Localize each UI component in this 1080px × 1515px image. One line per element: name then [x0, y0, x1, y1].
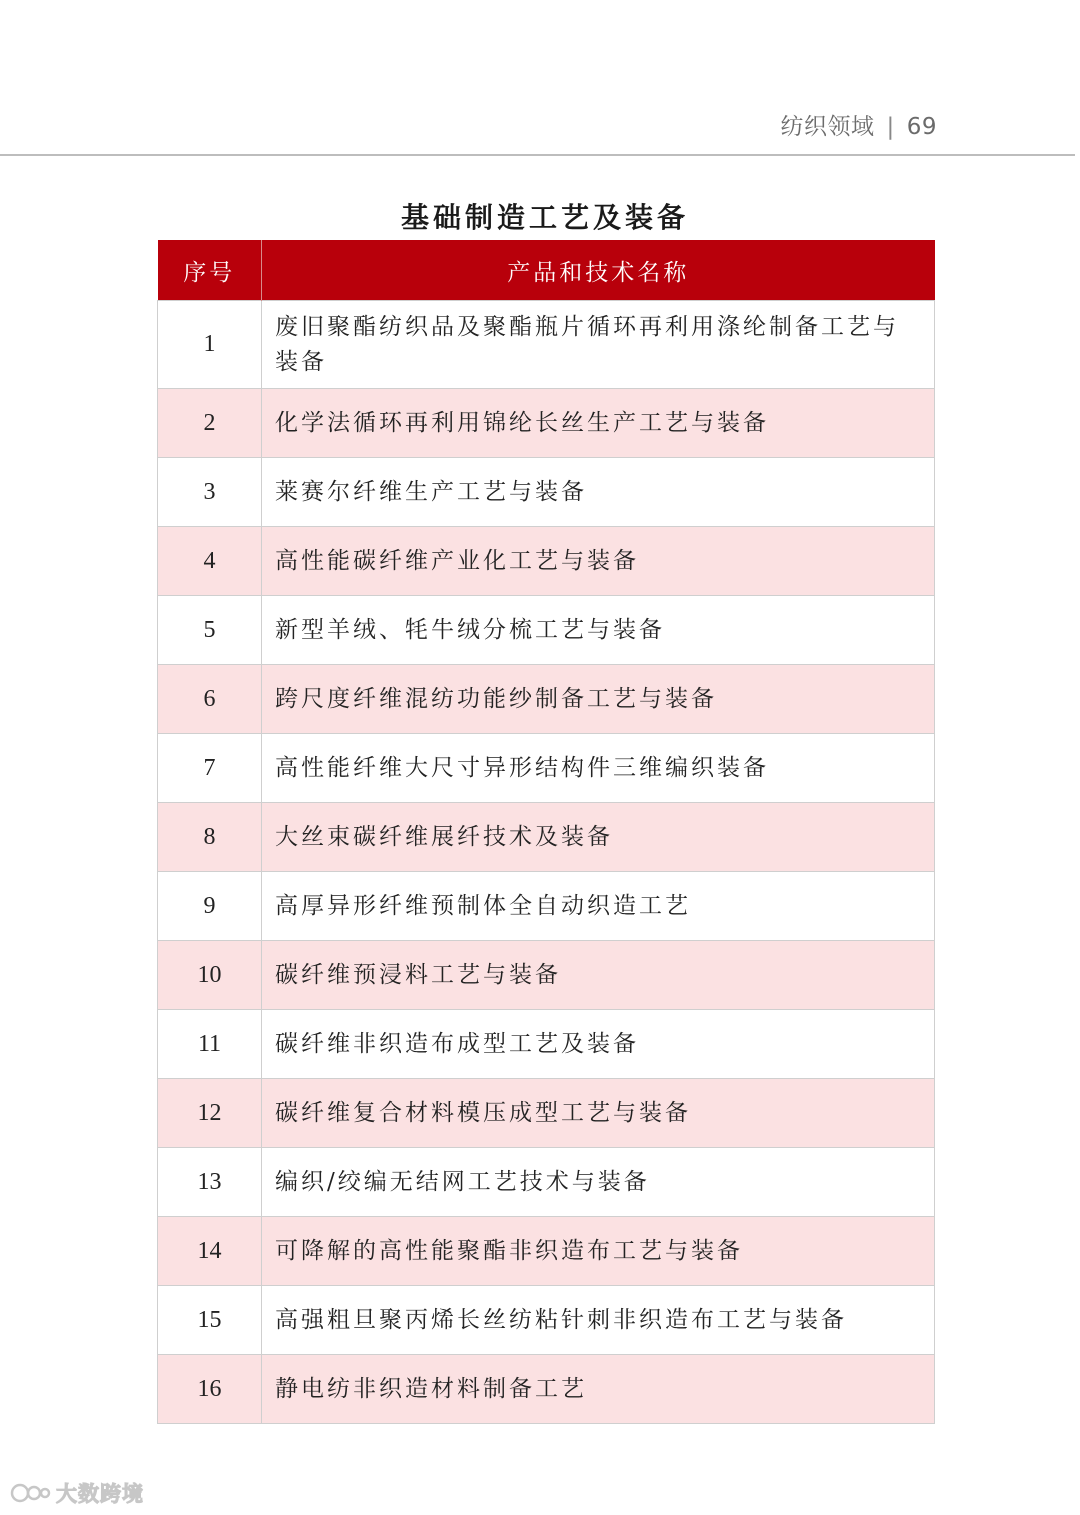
table-row: [158, 596, 935, 665]
table-row: [158, 803, 935, 872]
row-number: 8: [158, 803, 262, 872]
row-number: 13: [158, 1148, 262, 1217]
row-number: 2: [158, 389, 262, 458]
row-number: 3: [158, 458, 262, 527]
equipment-table: [157, 240, 935, 1424]
column-header-name: 产品和技术名称: [262, 240, 935, 301]
table-row: [158, 1148, 935, 1217]
header-rule: [0, 154, 1075, 156]
row-name: 跨尺度纤维混纺功能纱制备工艺与装备: [262, 665, 935, 734]
row-name: 高厚异形纤维预制体全自动织造工艺: [262, 872, 935, 941]
table-row: [158, 1010, 935, 1079]
row-name: 碳纤维复合材料模压成型工艺与装备: [262, 1079, 935, 1148]
row-number: 10: [158, 941, 262, 1010]
table-row: [158, 734, 935, 803]
table-row: [158, 872, 935, 941]
row-name: 碳纤维非织造布成型工艺及装备: [262, 1010, 935, 1079]
brand-logo-icon: [10, 1480, 52, 1506]
table-row: [158, 1079, 935, 1148]
row-number: 5: [158, 596, 262, 665]
watermark-text: 大数跨境: [56, 1482, 144, 1506]
row-name: 静电纺非织造材料制备工艺: [262, 1355, 935, 1424]
row-number: 14: [158, 1217, 262, 1286]
table-row: [158, 1355, 935, 1424]
section-name: 纺织领域: [780, 114, 875, 140]
row-name: 可降解的高性能聚酯非织造布工艺与装备: [262, 1217, 935, 1286]
row-number: 11: [158, 1010, 262, 1079]
watermark: [10, 1478, 144, 1508]
row-name: 碳纤维预浸料工艺与装备: [262, 941, 935, 1010]
row-name: 废旧聚酯纺织品及聚酯瓶片循环再利用涤纶制备工艺与装备: [262, 301, 935, 389]
row-number: 16: [158, 1355, 262, 1424]
header-separator: |: [886, 114, 895, 140]
row-name: 高强粗旦聚丙烯长丝纺粘针刺非织造布工艺与装备: [262, 1286, 935, 1355]
row-name: 编织/绞编无结网工艺技术与装备: [262, 1148, 935, 1217]
table-row: [158, 941, 935, 1010]
table-row: [158, 1286, 935, 1355]
row-name: 大丝束碳纤维展纤技术及装备: [262, 803, 935, 872]
table-header-row: [158, 240, 935, 301]
row-name: 高性能纤维大尺寸异形结构件三维编织装备: [262, 734, 935, 803]
row-number: 6: [158, 665, 262, 734]
column-header-number: 序号: [158, 240, 262, 301]
table-title: 基础制造工艺及装备: [400, 201, 689, 234]
row-number: 15: [158, 1286, 262, 1355]
table-row: [158, 301, 935, 389]
row-name: 高性能碳纤维产业化工艺与装备: [262, 527, 935, 596]
table-row: [158, 458, 935, 527]
running-header: [780, 108, 937, 141]
row-name: 莱赛尔纤维生产工艺与装备: [262, 458, 935, 527]
row-number: 4: [158, 527, 262, 596]
table-row: [158, 665, 935, 734]
row-name: 化学法循环再利用锦纶长丝生产工艺与装备: [262, 389, 935, 458]
row-number: 12: [158, 1079, 262, 1148]
row-number: 1: [158, 301, 262, 389]
table-row: [158, 527, 935, 596]
row-number: 7: [158, 734, 262, 803]
row-name: 新型羊绒、牦牛绒分梳工艺与装备: [262, 596, 935, 665]
row-number: 9: [158, 872, 262, 941]
table-row: [158, 389, 935, 458]
table-row: [158, 1217, 935, 1286]
page-number: 69: [906, 114, 937, 140]
